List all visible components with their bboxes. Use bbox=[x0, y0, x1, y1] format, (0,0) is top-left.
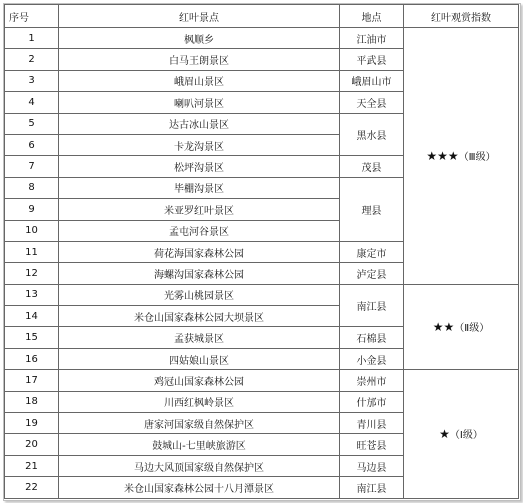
header-name: 红叶景点 bbox=[59, 5, 340, 28]
row-number: 12 bbox=[5, 263, 59, 284]
row-number: 14 bbox=[5, 306, 59, 327]
scenic-name: 卡龙沟景区 bbox=[59, 134, 340, 155]
row-number: 16 bbox=[5, 348, 59, 369]
row-number: 20 bbox=[5, 434, 59, 455]
table-row bbox=[5, 284, 519, 305]
scenic-name: 米仓山国家森林公园十八月潭景区 bbox=[59, 477, 340, 498]
scenic-name: 四姑娘山景区 bbox=[59, 348, 340, 369]
place-cell: 什邡市 bbox=[340, 391, 404, 412]
table-row bbox=[5, 370, 519, 391]
table-row bbox=[5, 28, 519, 49]
row-number: 19 bbox=[5, 413, 59, 434]
row-number: 3 bbox=[5, 70, 59, 91]
scenic-name: 达古冰山景区 bbox=[59, 113, 340, 134]
place-cell: 泸定县 bbox=[340, 263, 404, 284]
scenic-name: 白马王朗景区 bbox=[59, 49, 340, 70]
row-number: 4 bbox=[5, 92, 59, 113]
row-number: 2 bbox=[5, 49, 59, 70]
row-number: 13 bbox=[5, 284, 59, 305]
row-number: 5 bbox=[5, 113, 59, 134]
header-index: 红叶观赏指数 bbox=[404, 5, 519, 28]
scenic-name: 马边大风顶国家级自然保护区 bbox=[59, 455, 340, 476]
scenic-name: 米亚罗红叶景区 bbox=[59, 199, 340, 220]
row-number: 1 bbox=[5, 28, 59, 49]
place-cell: 南江县 bbox=[340, 284, 404, 327]
two-star-icon: ★★ bbox=[432, 320, 455, 335]
place-cell: 马边县 bbox=[340, 455, 404, 476]
header-place: 地点 bbox=[340, 5, 404, 28]
place-cell: 崇州市 bbox=[340, 370, 404, 391]
row-number: 7 bbox=[5, 156, 59, 177]
scenic-name: 孟屯河谷景区 bbox=[59, 220, 340, 241]
scenic-name: 喇叭河景区 bbox=[59, 92, 340, 113]
scenic-name: 枫顺乡 bbox=[59, 28, 340, 49]
scenic-name: 松坪沟景区 bbox=[59, 156, 340, 177]
scenic-name: 鸡冠山国家森林公园 bbox=[59, 370, 340, 391]
place-cell: 天全县 bbox=[340, 92, 404, 113]
scenic-name: 米仓山国家森林公园大坝景区 bbox=[59, 306, 340, 327]
header-row bbox=[5, 5, 519, 28]
place-cell: 理县 bbox=[340, 177, 404, 241]
place-cell: 平武县 bbox=[340, 49, 404, 70]
place-cell: 黑水县 bbox=[340, 113, 404, 156]
row-number: 10 bbox=[5, 220, 59, 241]
table-container bbox=[3, 3, 521, 501]
red-leaf-scenic-table bbox=[4, 4, 519, 499]
scenic-name: 海螺沟国家森林公园 bbox=[59, 263, 340, 284]
place-cell: 康定市 bbox=[340, 241, 404, 262]
row-number: 11 bbox=[5, 241, 59, 262]
place-cell: 南江县 bbox=[340, 477, 404, 498]
rating-grade-2 bbox=[404, 284, 519, 370]
rating-grade-1-label: （Ⅰ级） bbox=[449, 430, 483, 442]
rating-grade-1 bbox=[404, 370, 519, 498]
rating-grade-2-label: （Ⅱ级） bbox=[454, 323, 490, 335]
rating-grade-3-label: （Ⅲ级） bbox=[458, 152, 496, 164]
header-seq: 序号 bbox=[5, 5, 59, 28]
row-number: 9 bbox=[5, 199, 59, 220]
three-star-icon: ★★★ bbox=[426, 149, 459, 164]
place-cell: 旺苍县 bbox=[340, 434, 404, 455]
row-number: 18 bbox=[5, 391, 59, 412]
row-number: 6 bbox=[5, 134, 59, 155]
scenic-name: 鼓城山-七里峡旅游区 bbox=[59, 434, 340, 455]
scenic-name: 唐家河国家级自然保护区 bbox=[59, 413, 340, 434]
place-cell: 石棉县 bbox=[340, 327, 404, 348]
row-number: 17 bbox=[5, 370, 59, 391]
one-star-icon: ★ bbox=[439, 427, 450, 442]
place-cell: 峨眉山市 bbox=[340, 70, 404, 91]
place-cell: 青川县 bbox=[340, 413, 404, 434]
scenic-name: 峨眉山景区 bbox=[59, 70, 340, 91]
row-number: 8 bbox=[5, 177, 59, 198]
scenic-name: 荷花海国家森林公园 bbox=[59, 241, 340, 262]
row-number: 22 bbox=[5, 477, 59, 498]
row-number: 21 bbox=[5, 455, 59, 476]
place-cell: 江油市 bbox=[340, 28, 404, 49]
scenic-name: 毕棚沟景区 bbox=[59, 177, 340, 198]
scenic-name: 光雾山桃园景区 bbox=[59, 284, 340, 305]
rating-grade-3 bbox=[404, 28, 519, 285]
place-cell: 小金县 bbox=[340, 348, 404, 369]
scenic-name: 孟获城景区 bbox=[59, 327, 340, 348]
scenic-name: 川西红枫岭景区 bbox=[59, 391, 340, 412]
row-number: 15 bbox=[5, 327, 59, 348]
place-cell: 茂县 bbox=[340, 156, 404, 177]
